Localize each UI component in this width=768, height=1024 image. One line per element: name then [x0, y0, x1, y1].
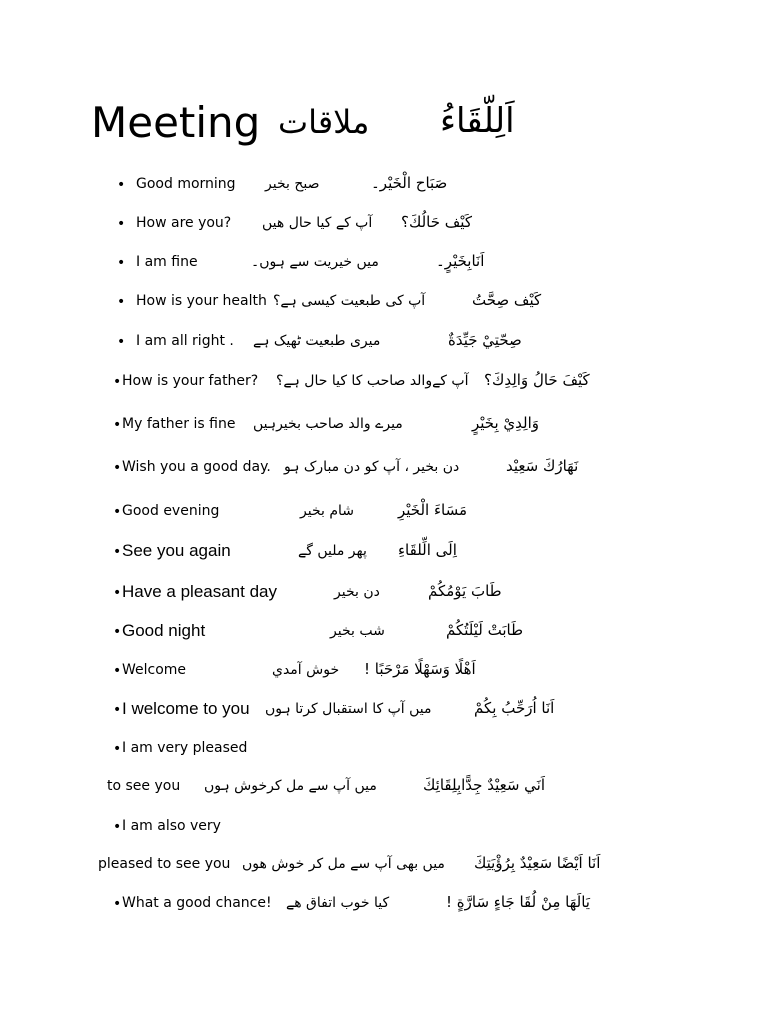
- list-item: [0, 453, 768, 483]
- bullet: •: [117, 294, 126, 310]
- phrase-arabic: وَالِدِيْ بِخَيْرٍ: [472, 414, 540, 432]
- bullet: •: [113, 624, 122, 640]
- phrase-urdu: دن بخیر ، آپ کو دن مبارک ہو: [284, 459, 460, 475]
- bullet: •: [117, 334, 126, 350]
- page-title: [0, 90, 768, 160]
- phrase-urdu: میں آپ سے مل کرخوش ہوں: [204, 778, 377, 794]
- list-item: [0, 772, 768, 802]
- phrase-english: Wish you a good day.: [122, 459, 271, 475]
- phrase-english: to see you: [107, 778, 181, 794]
- phrase-english: Good evening: [122, 503, 220, 519]
- phrase-urdu: میری طبعیت ٹھیک ہے: [253, 333, 381, 349]
- phrase-english: How is your health: [136, 293, 267, 309]
- list-item: [0, 367, 768, 397]
- bullet: •: [113, 896, 122, 912]
- list-item: [0, 170, 768, 200]
- phrase-urdu: میں آپ کا استقبال کرتا ہوں: [265, 701, 432, 717]
- phrase-english: Good morning: [136, 176, 236, 192]
- bullet: •: [113, 544, 122, 560]
- list-item: [0, 734, 768, 764]
- list-item: [0, 327, 768, 357]
- list-item: [0, 695, 768, 725]
- phrase-urdu: آپ کے کیا حال ھیں: [262, 215, 373, 231]
- bullet: •: [113, 663, 122, 679]
- phrase-urdu: دن بخیر: [334, 584, 380, 600]
- phrase-english: How is your father?: [122, 373, 259, 389]
- bullet: •: [113, 417, 122, 433]
- phrase-arabic: اِلَى الِّلقَاءِ: [398, 541, 457, 559]
- phrase-arabic: كَيْف حَالُكَ؟: [401, 213, 472, 231]
- phrase-english: My father is fine: [122, 416, 236, 432]
- list-item: [0, 248, 768, 278]
- phrase-english: Have a pleasant day: [122, 582, 277, 601]
- bullet: •: [113, 741, 122, 757]
- phrase-urdu: خوش آمدي: [272, 662, 340, 678]
- phrase-urdu: شام بخیر: [300, 503, 354, 519]
- phrase-english: I am all right .: [136, 333, 234, 349]
- bullet: •: [117, 255, 126, 271]
- phrase-arabic: طَابَتْ لَيْلَتُكُمْ: [446, 621, 524, 639]
- list-item: [0, 617, 768, 647]
- phrase-english: See you again: [122, 541, 231, 560]
- list-item: [0, 209, 768, 239]
- phrase-arabic: نَهَارُكَ سَعِيْد: [506, 457, 579, 475]
- title-arabic: اَلِلّقَاءُ: [440, 101, 515, 141]
- list-item: [0, 410, 768, 440]
- phrase-arabic: طَابَ يَوْمُكُمْ: [428, 582, 502, 600]
- list-item: [0, 656, 768, 686]
- phrase-urdu: کیا خوب اتفاق ھے: [286, 895, 390, 911]
- phrase-arabic: صَبَاح الْخَيْر۔: [371, 174, 448, 192]
- phrase-urdu: میں بھی آپ سے مل کر خوش ھوں: [242, 856, 445, 872]
- bullet: •: [117, 216, 126, 232]
- phrase-arabic: اَنَا اَيْضًا سَعِيْدٌ بِرُؤْيَتِكَ: [474, 854, 601, 872]
- bullet: •: [113, 819, 122, 835]
- bullet: •: [113, 374, 122, 390]
- phrase-english: pleased to see you: [98, 856, 231, 872]
- phrase-arabic: اَنَي سَعِيْدٌ جِدًّابِلِقَائِكَ: [423, 776, 546, 794]
- list-item: [0, 812, 768, 842]
- phrase-arabic: اَهْلًا وَسَهْلًا مَرْحَبًا !: [364, 660, 476, 678]
- phrase-urdu: میرے والد صاحب بخیرہیں: [253, 416, 403, 432]
- phrase-urdu: میں خیریت سے ہوں۔: [251, 254, 379, 270]
- phrase-english: Good night: [122, 621, 206, 640]
- bullet: •: [113, 585, 122, 601]
- phrase-arabic: كَيْف صِحَّتُ: [472, 291, 542, 309]
- phrase-arabic: يَالَهَا مِنْ لُقَا جَاءٍ سَارَّةٍ !: [446, 893, 590, 911]
- list-item: [0, 287, 768, 317]
- phrase-english: I am fine: [136, 254, 198, 270]
- phrase-urdu: آپ کےوالد صاحب کا کیا حال ہے؟: [276, 373, 469, 389]
- bullet: •: [113, 460, 122, 476]
- phrase-english: What a good chance!: [122, 895, 272, 911]
- phrase-urdu: آپ کی طبعیت کیسی ہے؟: [273, 293, 426, 309]
- bullet: •: [113, 504, 122, 520]
- phrase-arabic: كَيْفَ حَالُ وَالِدِكَ؟: [484, 371, 590, 389]
- bullet: •: [113, 702, 122, 718]
- phrase-english: How are you?: [136, 215, 232, 231]
- phrase-arabic: صِحّتِيْ جَيِّدَةٌ: [448, 331, 522, 349]
- title-english: Meeting: [91, 98, 261, 147]
- list-item: [0, 850, 768, 880]
- title-urdu: ملاقات: [278, 103, 370, 141]
- list-item: [0, 889, 768, 919]
- bullet: •: [117, 177, 126, 193]
- phrase-urdu: صبح بخیر: [265, 176, 320, 192]
- list-item: [0, 578, 768, 608]
- list-item: [0, 537, 768, 567]
- phrase-english: I am very pleased: [122, 740, 248, 756]
- phrase-english: I welcome to you: [122, 699, 250, 718]
- phrase-arabic: اَنَا اُرَحِّبُ بِكُمْ: [474, 699, 555, 717]
- phrase-english: I am also very: [122, 818, 221, 834]
- phrase-arabic: مَسَاءَ الْخَيْرِ: [398, 501, 468, 519]
- phrase-urdu: پھر ملیں گے: [298, 543, 367, 559]
- phrase-english: Welcome: [122, 662, 187, 678]
- phrase-urdu: شب بخیر: [330, 623, 385, 639]
- list-item: [0, 497, 768, 527]
- phrase-arabic: اَنَابِخَيْرٍ۔: [436, 252, 485, 270]
